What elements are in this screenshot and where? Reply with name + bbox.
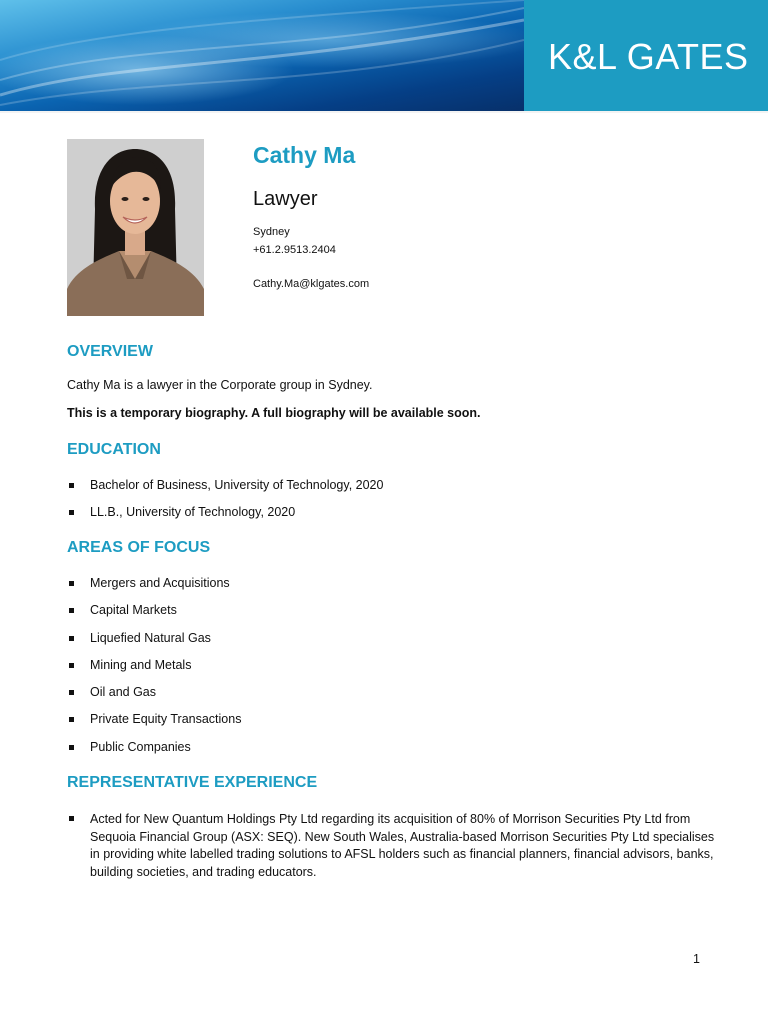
bullet-square-icon: [69, 608, 74, 613]
education-item: Bachelor of Business, University of Technology, 2020: [90, 478, 384, 492]
list-item: [67, 685, 241, 712]
focus-item: Capital Markets: [90, 603, 177, 618]
banner-artwork: [0, 0, 524, 111]
list-item: [67, 712, 241, 739]
brand-box: [524, 0, 768, 111]
list-item: [67, 658, 241, 685]
list-item: [67, 603, 241, 630]
office-city: Sydney: [253, 226, 290, 238]
focus-item: Mining and Metals: [90, 657, 192, 672]
experience-text: Acted for New Quantum Holdings Pty Ltd regarding its acquisition of 80% of Morrison Securities Pty Ltd from Sequoia Financial Group (ASX: SEQ). New South Wales, Australia-based Morrison Securities Pty Ltd specialises in providing white labelled trading solutions to AFSL holders such as financial planners, financial advisors, banks, building societies, and trading educators.: [90, 812, 715, 879]
experience-item: [67, 811, 727, 881]
focus-list: [67, 576, 241, 767]
bullet-square-icon: [69, 663, 74, 668]
person-title: Lawyer: [253, 188, 318, 210]
bullet-square-icon: [69, 690, 74, 695]
list-item: [67, 478, 383, 505]
page-number: 1: [693, 952, 700, 966]
bullet-square-icon: [69, 816, 74, 821]
bullet-square-icon: [69, 636, 74, 641]
bullet-square-icon: [69, 510, 74, 515]
list-item: [67, 631, 241, 658]
banner-divider: [0, 111, 768, 113]
focus-item: Oil and Gas: [90, 685, 157, 700]
person-name: Cathy Ma: [253, 142, 356, 168]
profile-photo: [67, 139, 204, 316]
email-link[interactable]: Cathy.Ma@klgates.com: [253, 278, 370, 290]
list-item: [67, 740, 241, 767]
education-heading: EDUCATION: [67, 441, 161, 458]
bullet-square-icon: [69, 717, 74, 722]
education-item: LL.B., University of Technology, 2020: [90, 505, 296, 519]
bullet-square-icon: [69, 581, 74, 586]
list-item: [67, 576, 241, 603]
phone-number[interactable]: +61.2.9513.2404: [253, 244, 336, 256]
overview-heading: OVERVIEW: [67, 343, 153, 360]
focus-item: Public Companies: [90, 739, 191, 754]
list-item: [67, 505, 383, 532]
bullet-square-icon: [69, 483, 74, 488]
overview-text: Cathy Ma is a lawyer in the Corporate group in Sydney.: [67, 378, 373, 392]
header-banner: [0, 0, 768, 113]
focus-item: Private Equity Transactions: [90, 712, 242, 727]
overview-note: This is a temporary biography. A full biography will be available soon.: [67, 406, 481, 420]
focus-heading: AREAS OF FOCUS: [67, 539, 211, 556]
focus-item: Liquefied Natural Gas: [90, 630, 211, 645]
experience-heading: REPRESENTATIVE EXPERIENCE: [67, 774, 318, 791]
bullet-square-icon: [69, 745, 74, 750]
education-list: [67, 478, 383, 532]
firm-logo: K&L GATES: [548, 36, 749, 77]
focus-item: Mergers and Acquisitions: [90, 576, 230, 590]
